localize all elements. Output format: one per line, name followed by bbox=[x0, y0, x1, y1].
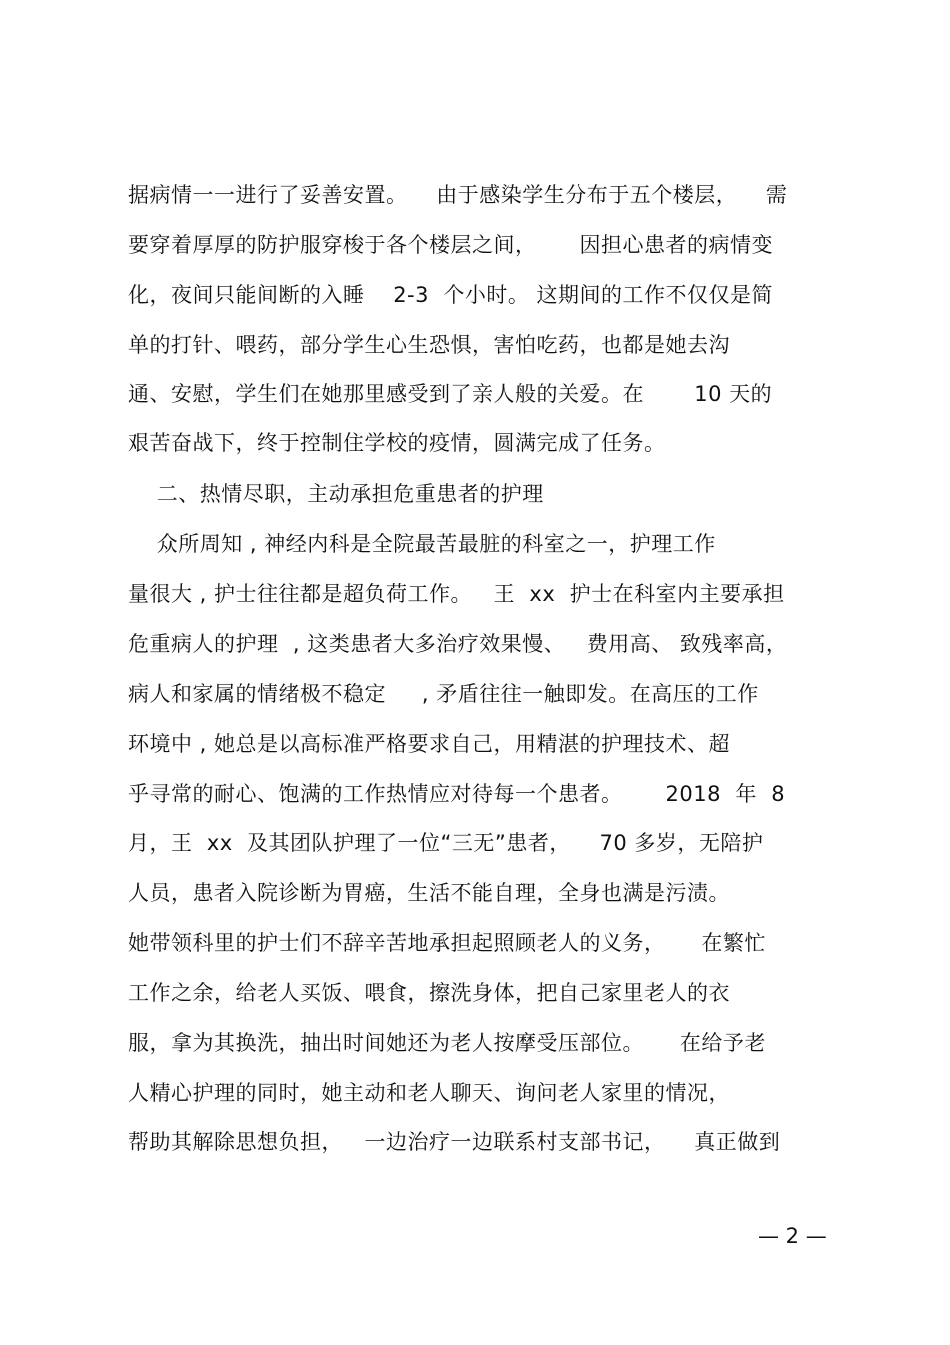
body-line-2: 要穿着厚厚的防护服穿梭于各个楼层之间， 因担心患者的病情变 bbox=[128, 233, 774, 257]
body-line-4: 单的打针、喂药，部分学生心生恐惧，害怕吃药，也都是她去沟 bbox=[128, 333, 730, 357]
body-line-19: 人精心护理的同时，她主动和老人聊天、询问老人家里的情况， bbox=[128, 1081, 730, 1105]
body-line-17: 工作之余，给老人买饭、喂食，擦洗身体，把自己家里老人的衣 bbox=[128, 981, 730, 1005]
section-heading: 二、热情尽职，主动承担危重患者的护理 bbox=[128, 482, 544, 506]
body-line-1: 据病情一一进行了妥善安置。 由于感染学生分布于五个楼层， 需 bbox=[128, 183, 788, 207]
body-line-15: 人员，患者入院诊断为胃癌，生活不能自理，全身也满是污渍。 bbox=[128, 881, 730, 905]
body-line-9: 量很大 , 护士往往都是超负荷工作。 王 xx 护士在科室内主要承担 bbox=[128, 582, 785, 606]
body-line-16: 她带领科里的护士们不辞辛苦地承担起照顾老人的义务， 在繁忙 bbox=[128, 931, 766, 955]
body-line-3: 化，夜间只能间断的入睡 2-3 个小时。 这期间的工作不仅仅是简 bbox=[128, 283, 774, 307]
body-line-20: 帮助其解除思想负担， 一边治疗一边联系村支部书记， 真正做到 bbox=[128, 1130, 781, 1154]
body-line-8: 众所周知 , 神经内科是全院最苦最脏的科室之一，护理工作 bbox=[128, 532, 716, 556]
body-line-5: 通、安慰，学生们在她那里感受到了亲人般的关爱。在 10 天的 bbox=[128, 382, 773, 406]
body-line-13: 乎寻常的耐心、饱满的工作热情应对待每一个患者。 2018 年 8 bbox=[128, 782, 786, 806]
page-number: — 2 — bbox=[758, 1224, 827, 1248]
body-line-12: 环境中 , 她总是以高标准严格要求自己，用精湛的护理技术、超 bbox=[128, 732, 731, 756]
body-line-14: 月，王 xx 及其团队护理了一位“三无”患者， 70 多岁，无陪护 bbox=[128, 831, 764, 855]
body-line-10: 危重病人的护理 , 这类患者大多治疗效果慢、 费用高、 致残率高， bbox=[128, 632, 788, 656]
body-line-18: 服，拿为其换洗，抽出时间她还为老人按摩受压部位。 在给予老 bbox=[128, 1031, 766, 1055]
body-line-11: 病人和家属的情绪极不稳定 , 矛盾往往一触即发。在高压的工作 bbox=[128, 682, 759, 706]
body-line-6: 艰苦奋战下，终于控制住学校的疫情，圆满完成了任务。 bbox=[128, 431, 666, 455]
